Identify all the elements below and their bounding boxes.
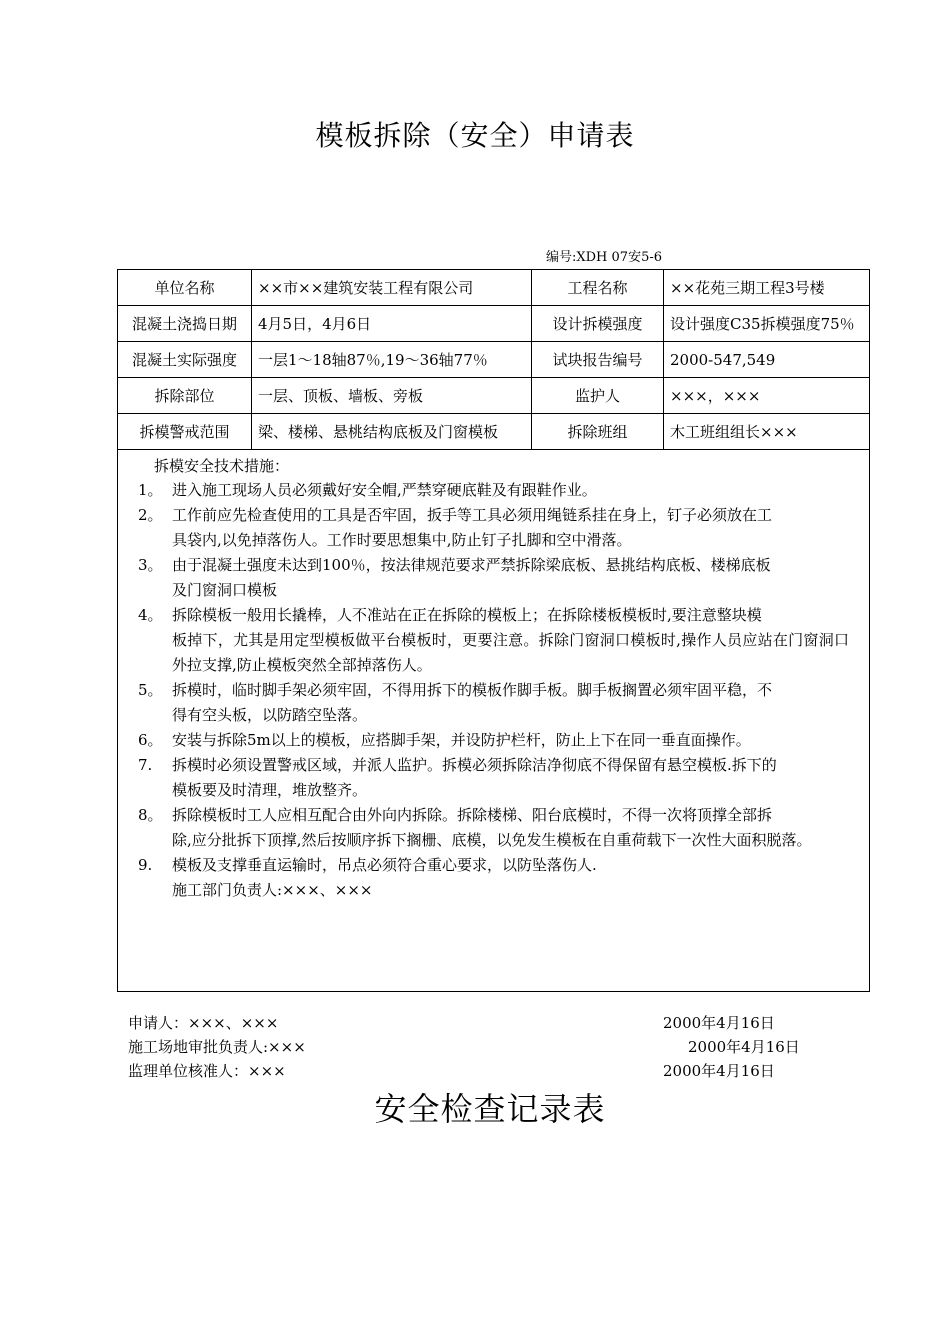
document-title: 模板拆除（安全）申请表 [315,119,635,152]
field-value: 设计强度C35拆模强度75％ [664,306,870,342]
field-label: 单位名称 [118,270,252,306]
field-value: 木工班组组长××× [664,414,870,450]
field-label: 监护人 [532,378,664,414]
site-approver-date: 2000年4月16日 [688,1038,800,1056]
applicant-line: 申请人：×××、××× [128,1014,279,1032]
application-form-table [117,269,870,992]
field-label: 工程名称 [532,270,664,306]
item-text: 模板及支撑垂直运输时，吊点必须符合重心要求，以防坠落伤人. [172,856,597,874]
item-number: 5。 [138,681,163,699]
field-label: 拆模警戒范围 [118,414,252,450]
safety-measure-item [138,803,849,853]
field-value: 2000-547,549 [664,342,870,378]
item-text: 拆模时，临时脚手架必须牢固，不得用拆下的模板作脚手板。脚手板搁置必须牢固平稳，不 [172,681,773,699]
field-value: ××花苑三期工程3号楼 [664,270,870,306]
field-value: ××市××建筑安装工程有限公司 [252,270,532,306]
form-row [118,270,870,306]
safety-measures-heading: 拆模安全技术措施： [154,457,290,475]
safety-measure-item [138,478,849,503]
form-row [118,342,870,378]
item-text: 安装与拆除5m以上的模板，应搭脚手架，并设防护栏杆，防止上下在同一垂直面操作。 [172,731,751,749]
safety-measure-item [138,503,849,553]
safety-measure-item [138,728,849,753]
form-row [118,378,870,414]
item-number: 2。 [138,506,163,524]
item-text-continued: 及门窗洞口模板 [172,581,278,599]
field-value: 梁、楼梯、悬桃结构底板及门窗模板 [252,414,532,450]
safety-measure-item [138,678,849,728]
field-value: 一层、顶板、墙板、旁板 [252,378,532,414]
item-text: 工作前应先检查使用的工具是否牢固，扳手等工具必须用绳链系挂在身上，钉子必须放在工 [172,506,773,524]
item-text-continued: 模板要及时清理，堆放整齐。 [172,781,368,799]
form-row [118,414,870,450]
item-text: 进入施工现场人员必须戴好安全帽,严禁穿硬底鞋及有跟鞋作业。 [172,481,597,499]
item-number: 1。 [138,481,163,499]
field-label: 拆除部位 [118,378,252,414]
department-head-signature: 施工部门负责人:×××、××× [172,881,373,899]
item-text-continued: 板掉下，尤其是用定型模板做平台模板时，更要注意。拆除门窗洞口模板时,操作人员应站在门窗洞口外拉支撑,防止模板突然全部掉落伤人。 [172,631,849,674]
item-number: 8。 [138,806,163,824]
safety-measures-cell [118,450,870,992]
safety-measure-item [138,553,849,603]
item-text-continued: 除,应分批拆下顶撑,然后按顺序拆下搁栅、底模，以免发生模板在自重荷载下一次性大面积脱落。 [172,831,812,849]
safety-measure-item [138,853,849,878]
item-text: 拆模时必须设置警戒区域，并派人监护。拆模必须拆除洁净彻底不得保留有悬空模板.拆下的 [172,756,777,774]
safety-measure-item [138,753,849,803]
item-number: 4。 [138,606,163,624]
item-number: 3。 [138,556,163,574]
item-number: 9. [138,856,153,874]
safety-measures-list [138,478,849,878]
form-row [118,306,870,342]
field-label: 拆除班组 [532,414,664,450]
field-value: 一层1～18轴87％,19～36轴77％ [252,342,532,378]
field-value: 4月5日，4月6日 [252,306,532,342]
document-number: 编号:XDH 07安5-6 [546,250,663,265]
applicant-date: 2000年4月16日 [663,1014,775,1032]
item-text: 拆除模板时工人应相互配合由外向内拆除。拆除楼梯、阳台底模时，不得一次将顶撑全部拆 [172,806,773,824]
item-text-continued: 得有空头板，以防踏空坠落。 [172,706,368,724]
field-label: 混凝土实际强度 [118,342,252,378]
item-text: 由于混凝土强度未达到100％，按法律规范要求严禁拆除梁底板、悬挑结构底板、楼梯底板 [172,556,771,574]
safety-measures-row [118,450,870,992]
field-label: 设计拆模强度 [532,306,664,342]
item-number: 7. [138,756,153,774]
supervisor-date: 2000年4月16日 [663,1062,775,1080]
item-number: 6。 [138,731,163,749]
item-text-continued: 具袋内,以免掉落伤人。工作时要思想集中,防止钉子扎脚和空中滑落。 [172,531,632,549]
field-value: ×××，××× [664,378,870,414]
field-label: 试块报告编号 [532,342,664,378]
supervisor-line: 监理单位核准人：××× [128,1062,286,1080]
field-label: 混凝土浇捣日期 [118,306,252,342]
item-text: 拆除模板一般用长撬棒，人不准站在正在拆除的模板上；在拆除楼板模板时,要注意整块模 [172,606,762,624]
next-form-title: 安全检查记录表 [374,1090,606,1128]
site-approver-line: 施工场地审批负责人:××× [128,1038,306,1056]
safety-measure-item [138,603,849,678]
